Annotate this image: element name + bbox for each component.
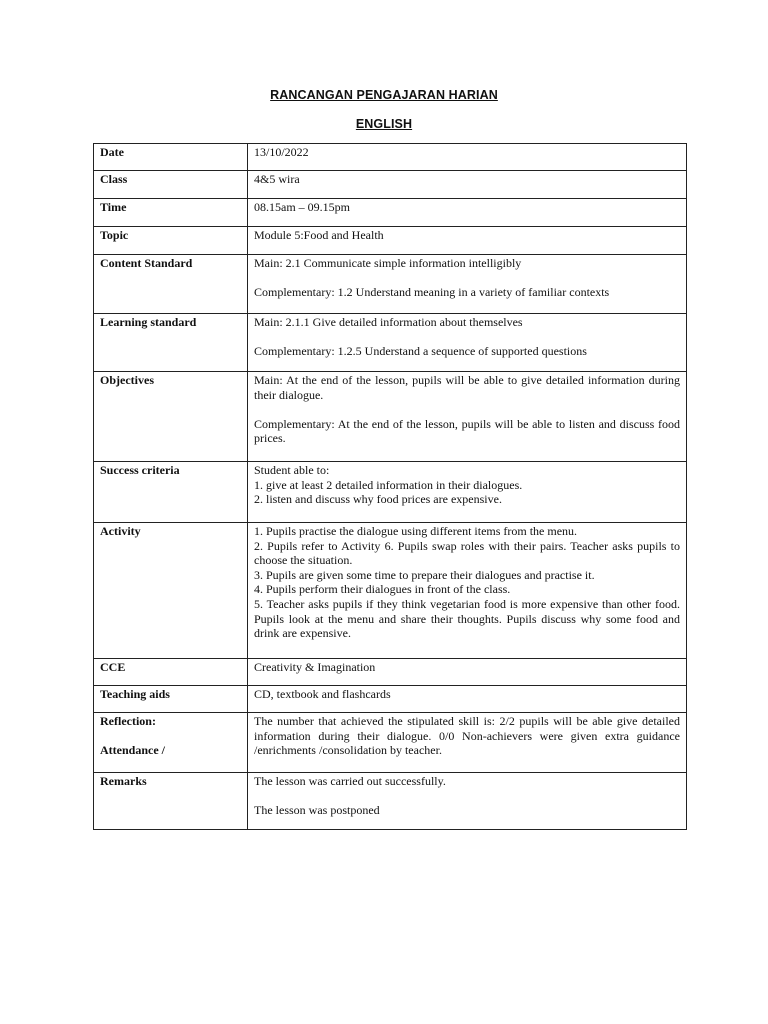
label-success-criteria: Success criteria [94, 462, 248, 523]
value-learning-standard [248, 314, 687, 372]
value-cce: Creativity & Imagination [248, 659, 687, 686]
value-success-criteria [248, 462, 687, 523]
value-reflection: The number that achieved the stipulated skill is: 2/2 pupils will be able give detailed information during their dialogue. 0/0 Non-achievers were given extra guidance /enrichments /consolidation by teacher. [248, 713, 687, 773]
success-criteria-line: Student able to: [254, 463, 330, 477]
row-date [94, 144, 687, 171]
row-learning-standard [94, 314, 687, 372]
value-activity [248, 523, 687, 659]
label-teaching-aids: Teaching aids [94, 686, 248, 713]
value-objectives [248, 372, 687, 462]
label-date: Date [94, 144, 248, 171]
label-learning-standard: Learning standard [94, 314, 248, 372]
activity-step: 3. Pupils are given some time to prepare their dialogues and practise it. [254, 567, 595, 582]
reflection-label: Reflection: [100, 714, 156, 728]
attendance-label: Attendance / [100, 743, 165, 758]
activity-step: 5. Teacher asks pupils if they think vegetarian food is more expensive than other food. Pupils look at the menu and share their thoughts. Pupils discuss why some food and drink are expensive. [254, 596, 680, 641]
label-reflection [94, 713, 248, 773]
subject-heading: ENGLISH [355, 117, 413, 131]
learning-standard-main: Main: 2.1.1 Give detailed information about themselves [254, 315, 523, 329]
value-topic: Module 5:Food and Health [248, 227, 687, 255]
row-content-standard [94, 255, 687, 314]
success-criteria-line: 1. give at least 2 detailed information in their dialogues. [254, 477, 523, 492]
content-standard-main: Main: 2.1 Communicate simple information intelligibly [254, 256, 522, 270]
success-criteria-line: 2. listen and discuss why food prices are expensive. [254, 492, 502, 507]
activity-step: 2. Pupils refer to Activity 6. Pupils swap roles with their pairs. Teacher asks pupils to choose the situation. [254, 538, 680, 568]
value-content-standard [248, 255, 687, 314]
lesson-plan-table [93, 143, 687, 830]
value-time: 08.15am – 09.15pm [248, 199, 687, 227]
value-teaching-aids: CD, textbook and flashcards [248, 686, 687, 713]
label-cce: CCE [94, 659, 248, 686]
row-topic [94, 227, 687, 255]
row-remarks [94, 773, 687, 830]
content-standard-complementary: Complementary: 1.2 Understand meaning in a variety of familiar contexts [254, 285, 610, 300]
value-class: 4&5 wira [248, 171, 687, 199]
value-date: 13/10/2022 [248, 144, 687, 171]
value-remarks [248, 773, 687, 830]
label-topic: Topic [94, 227, 248, 255]
row-cce [94, 659, 687, 686]
row-time [94, 199, 687, 227]
objectives-complementary: Complementary: At the end of the lesson, pupils will be able to listen and discuss food prices. [254, 416, 680, 446]
label-time: Time [94, 199, 248, 227]
learning-standard-complementary: Complementary: 1.2.5 Understand a sequence of supported questions [254, 344, 587, 359]
activity-step: 1. Pupils practise the dialogue using different items from the menu. [254, 524, 578, 538]
row-reflection [94, 713, 687, 773]
label-remarks: Remarks [94, 773, 248, 830]
row-success-criteria [94, 462, 687, 523]
remarks-line: The lesson was postponed [254, 803, 380, 818]
label-class: Class [94, 171, 248, 199]
remarks-line: The lesson was carried out successfully. [254, 774, 446, 788]
label-activity: Activity [94, 523, 248, 659]
row-activity [94, 523, 687, 659]
row-objectives [94, 372, 687, 462]
label-content-standard: Content Standard [94, 255, 248, 314]
document-title: RANCANGAN PENGAJARAN HARIAN [270, 88, 498, 102]
row-class [94, 171, 687, 199]
row-teaching-aids [94, 686, 687, 713]
label-objectives: Objectives [94, 372, 248, 462]
activity-step: 4. Pupils perform their dialogues in front of the class. [254, 582, 511, 597]
objectives-main: Main: At the end of the lesson, pupils will be able to give detailed information during their dialogue. [254, 373, 680, 402]
